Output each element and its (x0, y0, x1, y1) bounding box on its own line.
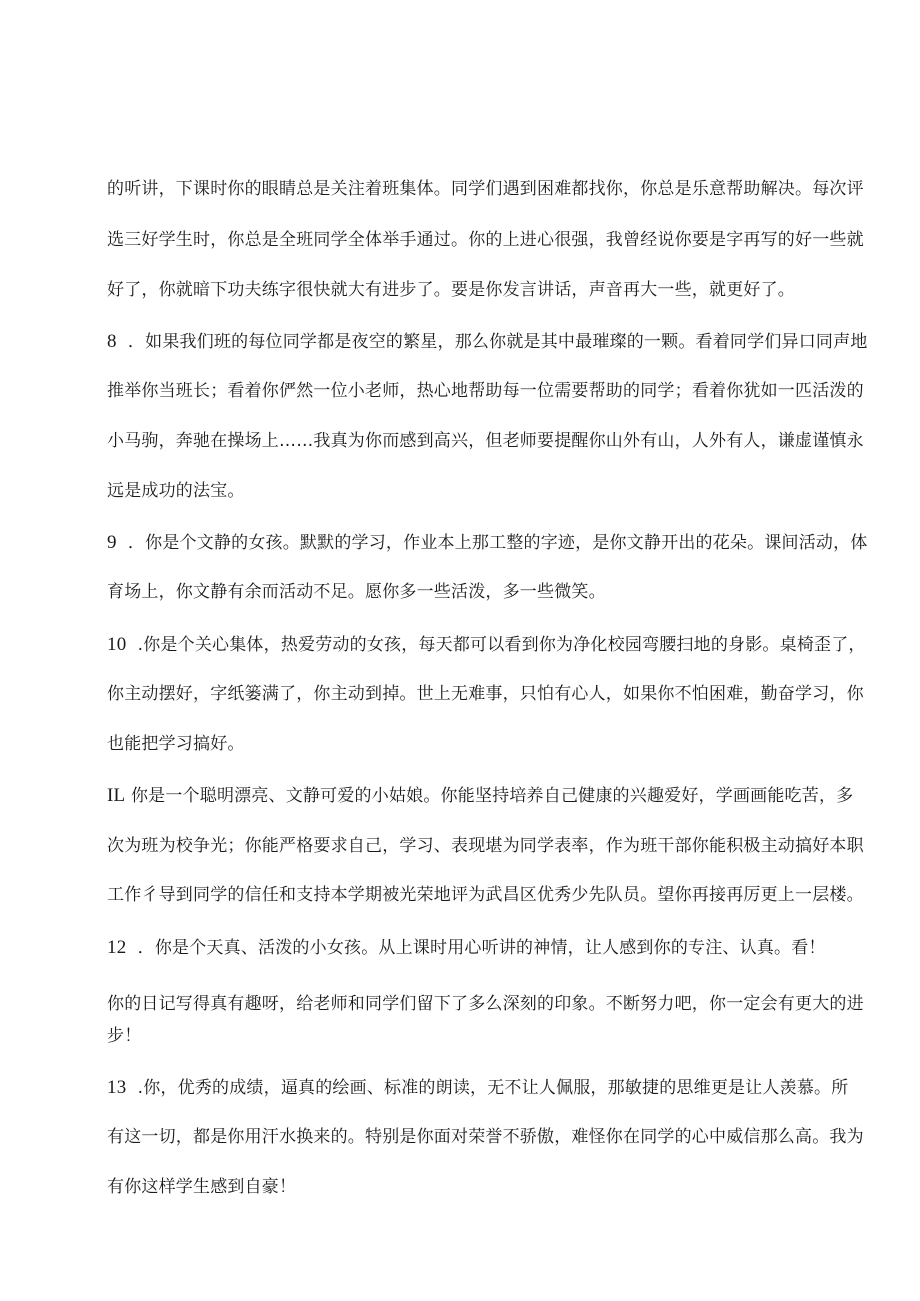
paragraph-11-text-1: 你是一个聪明漂亮、文静可爱的小姑娘。你能坚持培养自己健康的兴趣爱好，学画画能吃苦，多 (130, 786, 854, 806)
paragraph-11-line-3: 工作彳导到同学的信任和支持本学期被光荣地评为武昌区优秀少先队员。望你再接再厉更上一层楼。 (107, 885, 864, 905)
paragraph-8-line-2: 推举你当班长；看着你俨然一位小老师，热心地帮助每一位需要帮助的同学；看着你犹如一匹活泼的 (107, 381, 864, 401)
paragraph-7-line-1: 的听讲，下课时你的眼睛总是关注着班集体。同学们遇到困难都找你，你总是乐意帮助解决。每次评 (107, 179, 864, 199)
paragraph-8-text-1: ．如果我们班的每位同学都是夜空的繁星，那么你就是其中最璀璨的一颗。看着同学们异口同声地 (127, 332, 868, 352)
paragraph-8-line-3: 小马驹，奔驰在操场上……我真为你而感到高兴，但老师要提醒你山外有山，人外有人，谦虚谨慎永 (107, 431, 864, 451)
paragraph-12-line-1 (107, 937, 826, 959)
paragraph-11-line-2: 次为班为校争光；你能严格要求自己，学习、表现堪为同学表率，作为班干部你能积极主动搞好本职 (107, 836, 864, 856)
paragraph-10-line-3: 也能把学习搞好。 (107, 734, 245, 754)
paragraph-8-line-1 (107, 331, 868, 353)
paragraph-11-line-1 (107, 785, 853, 807)
paragraph-13-line-3: 有你这样学生感到自豪！ (107, 1177, 297, 1197)
paragraph-12-line-2: 你的日记写得真有趣呀，给老师和同学们留下了多么深刻的印象。不断努力吧，你一定会有更大的进 (107, 994, 864, 1014)
item-number-10: 10 (107, 634, 127, 655)
paragraph-9-line-1 (107, 532, 868, 554)
paragraph-13-line-1 (107, 1077, 848, 1099)
item-number-13: 13 (107, 1077, 127, 1098)
paragraph-10-line-1 (107, 634, 866, 656)
paragraph-8-line-4: 远是成功的法宝。 (107, 481, 245, 501)
paragraph-10-line-2: 你主动摆好，字纸篓满了，你主动到掉。世上无难事，只怕有心人，如果你不怕困难，勤奋学习，你 (107, 684, 864, 704)
paragraph-7-line-3: 好了，你就暗下功夫练字很快就大有进步了。要是你发言讲话，声音再大一些，就更好了。 (107, 280, 795, 300)
paragraph-9-line-2: 育场上，你文静有余而活动不足。愿你多一些活泼，多一些微笑。 (107, 582, 606, 602)
paragraph-7-line-2: 选三好学生时，你总是全班同学全体举手通过。你的上进心很强，我曾经说你要是字再写的好一些就 (107, 230, 864, 250)
paragraph-9-text-1: ．你是个文静的女孩。默默的学习，作业本上那工整的字迹，是你文静开出的花朵。课间活动，体 (127, 533, 868, 553)
item-number-12: 12 (107, 937, 127, 958)
item-number-9: 9 (107, 532, 117, 553)
paragraph-13-text-1: .你，优秀的成绩，逼真的绘画、标准的朗读，无不让人佩服，那敏捷的思维更是让人羡慕。所 (137, 1078, 849, 1098)
item-number-11: IL (107, 785, 126, 806)
paragraph-12-text-1: ．你是个天真、活泼的小女孩。从上课时用心听讲的神情，让人感到你的专注、认真。看！ (137, 938, 826, 958)
paragraph-13-line-2: 有这一切，都是你用汗水换来的。特别是你面对荣誉不骄傲，难怪你在同学的心中威信那么高。我为 (107, 1127, 864, 1147)
paragraph-12-line-3: 步！ (107, 1026, 142, 1046)
item-number-8: 8 (107, 331, 117, 352)
paragraph-10-text-1: .你是个关心集体，热爱劳动的女孩，每天都可以看到你为净化校园弯腰扫地的身影。桌椅歪了， (137, 635, 866, 655)
